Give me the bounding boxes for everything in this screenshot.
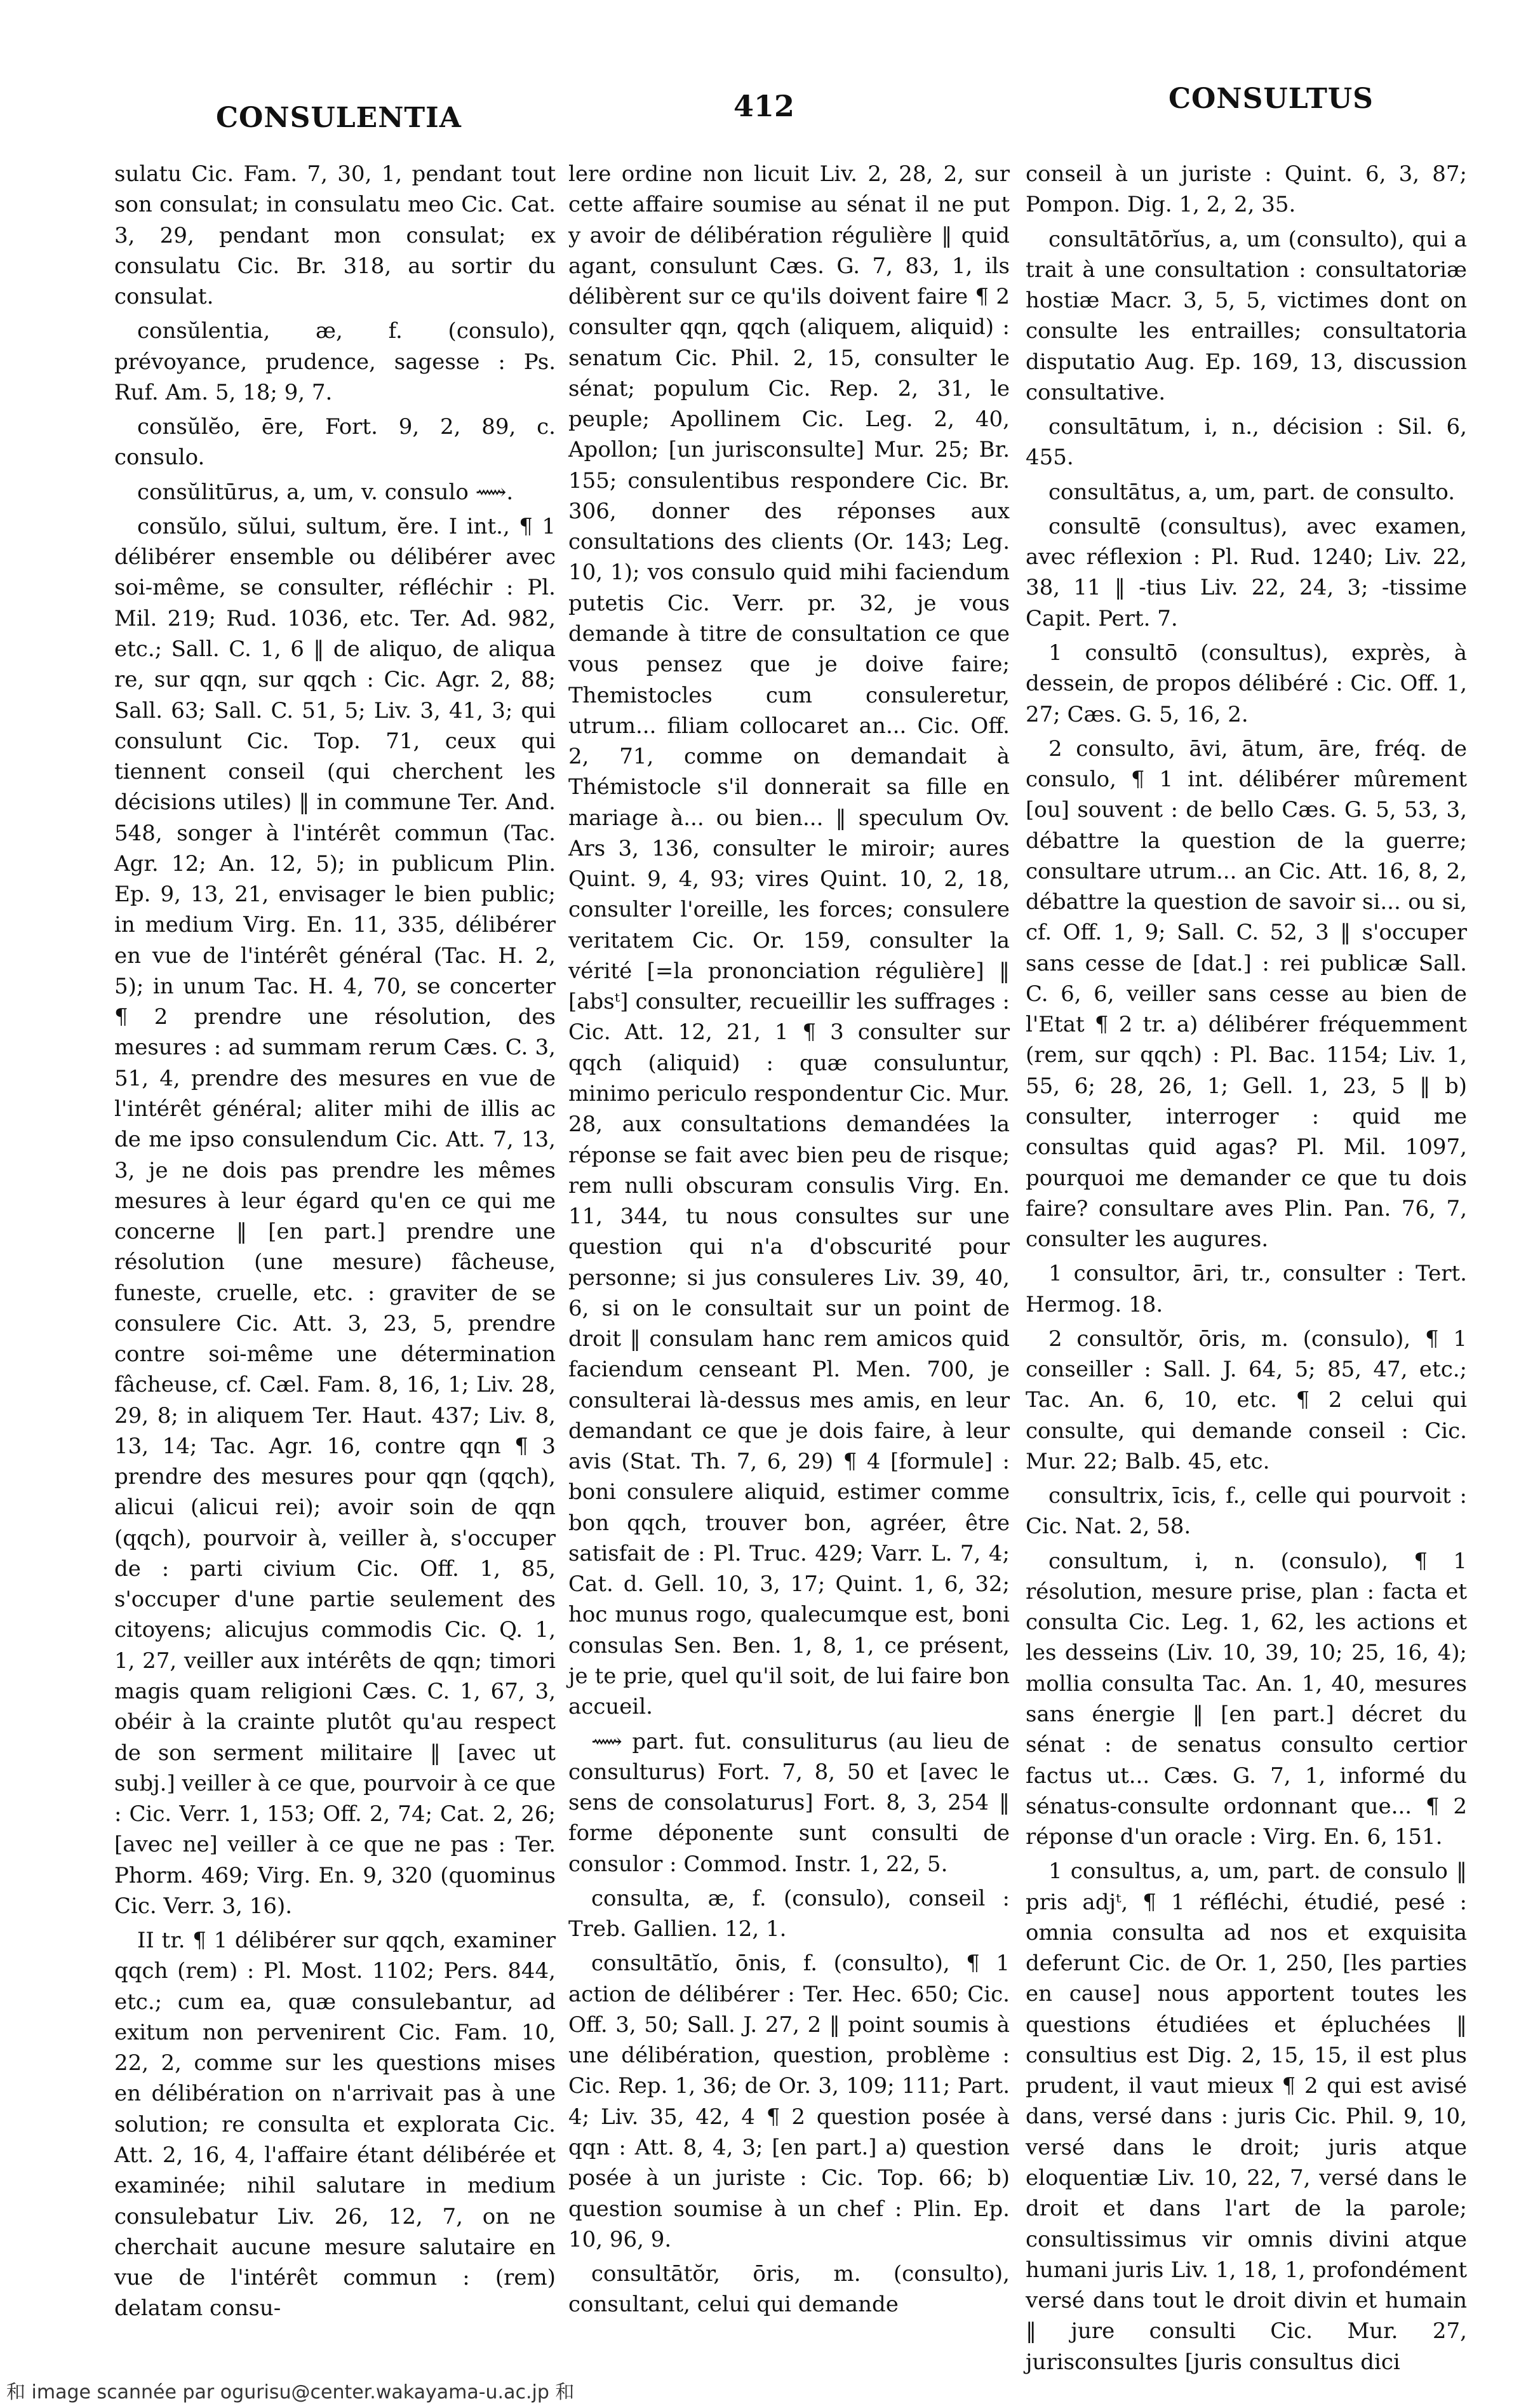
- entry-continuation: sulatu Cic. Fam. 7, 30, 1, pendant tout son consulat; in consulatu meo Cic. Cat. 3, 29, pendant mon consulat; ex consulatu Cic. Br. 318, au sortir du consulat.: [114, 161, 556, 310]
- dictionary-entry: consultē (consultus), avec examen, avec réflexion : Pl. Rud. 1240; Liv. 22, 38, 11 ‖ -tius Liv. 22, 24, 3; -tissime Capit. Pert. 7.: [1026, 513, 1467, 631]
- dictionary-entry: consŭlo, sŭlui, sultum, ĕre. I int., ¶ 1 délibérer ensemble ou délibérer avec soi-même, se consulter, réfléchir : Pl. Mil. 219; Rud. 1036, etc. Ter. Ad. 982, etc.; Sall. C. 1, 6 ‖ de aliquo, de aliqua re, sur qqn, sur qqch : Cic. Agr. 2, 88; Sall. 63; Sall. C. 51, 5; Liv. 3, 41, 3; qui consulunt Cic. Top. 71, ceux qui tiennent conseil (qui cherchent les décisions utiles) ‖ in commune Ter. And. 548, songer à l'intérêt commun (Tac. Agr. 12; An. 12, 5); in publicum Plin. Ep. 9, 13, 21, envisager le bien public; in medium Virg. En. 11, 335, délibérer en vue de l'intérêt général (Tac. H. 2, 5); in unum Tac. H. 4, 70, se concerter ¶ 2 prendre une résolution, des mesures : ad summam rerum Cæs. C. 3, 51, 4, prendre des mesures en vue de l'intérêt général; aliter mihi de illis ac de me ipso consulendum Cic. Att. 7, 13, 3, je ne dois pas prendre les mêmes mesures à leur égard qu'en ce qui me concerne ‖ [en part.] prendre une résolution (une mesure) fâcheuse, funeste, cruelle, etc. : graviter de se consulere Cic. Att. 3, 23, 5, prendre contre soi-même une détermination fâcheuse, cf. Cæl. Fam. 8, 16, 1; Liv. 28, 29, 8; in aliquem Ter. Haut. 437; Liv. 8, 13, 14; Tac. Agr. 16, contre qqn ¶ 3 prendre des mesures pour qqn (qqch), alicui (alicui rei); avoir soin de qqn (qqch), pourvoir à, veiller à, s'occuper de : parti civium Cic. Off. 1, 85, s'occuper d'une partie seulement des citoyens; alicujus commodis Cic. Q. 1, 1, 27, veiller aux intérêts de qqn; timori magis quam religioni Cæs. C. 1, 67, 3, obéir à la crainte plutôt qu'au respect de son serment militaire ‖ [avec ut subj.] veiller à ce que, pourvoir à ce que : Cic. Verr. 1, 153; Off. 2, 74; Cat. 2, 26; [avec ne] veiller à ce que ne pas : Ter. Phorm. 469; Virg. En. 9, 320 (quominus Cic. Verr. 3, 16).: [114, 513, 556, 1919]
- dictionary-entry: consultrix, īcis, f., celle qui pourvoit : Cic. Nat. 2, 58.: [1026, 1483, 1467, 1540]
- column-right: [1026, 159, 1467, 2375]
- scan-credit-footer: [0, 2372, 1540, 2403]
- column-middle: [568, 159, 1010, 2331]
- dictionary-entry: consultātŏr, ōris, m. (consulto), consultant, celui qui demande: [568, 2261, 1010, 2318]
- dictionary-entry: 2 consulto, āvi, ātum, āre, fréq. de consulo, ¶ 1 int. délibérer mûrement [ou] souvent : de bello Cæs. G. 5, 53, 3, débattre la question de la guerre; consultare utrum... an Cic. Att. 16, 8, 2, débattre la question de savoir si... ou si, cf. Off. 1, 9; Sall. C. 52, 3 ‖ s'occuper sans cesse de [dat.] : rei publicæ Sall. C. 6, 6, veiller sans cesse au bien de l'Etat ¶ 2 tr. a) délibérer fréquemment (rem, sur qqch) : Pl. Bac. 1154; Liv. 1, 55, 6; 28, 26, 1; Gell. 1, 23, 5 ‖ b) consulter, interroger : quid me consultas quid agas? Pl. Mil. 1097, pourquoi me demander ce que tu dois faire? consultare aves Plin. Pan. 76, 7, consulter les augures.: [1026, 736, 1467, 1253]
- entry-continuation: lere ordine non licuit Liv. 2, 28, 2, sur cette affaire soumise au sénat il ne put y avoir de délibération régulière ‖ quid agant, consulunt Cæs. G. 7, 83, 1, ils délibèrent sur ce qu'ils doivent faire ¶ 2 consulter qqn, qqch (aliquem, aliquid) : senatum Cic. Phil. 2, 15, consulter le sénat; populum Cic. Rep. 2, 31, le peuple; Apollinem Cic. Leg. 2, 40, Apollon; [un jurisconsulte] Mur. 25; Br. 155; consulentibus respondere Cic. Br. 306, donner des réponses aux consultations des clients (Or. 143; Leg. 10, 1); vos consulo quid mihi faciendum putetis Cic. Verr. pr. 32, je vous demande à titre de consultation ce que vous pensez que je doive faire; Themistocles cum consuleretur, utrum... filiam collocaret an... Cic. Off. 2, 71, comme on demandait à Thémistocle s'il donnerait sa fille en mariage à... ou bien... ‖ speculum Ov. Ars 3, 136, consulter le miroir; aures Quint. 9, 4, 93; vires Quint. 10, 2, 18, consulter l'oreille, les forces; consulere veritatem Cic. Or. 159, consulter la vérité [=la prononciation régulière] ‖ [absᵗ] consulter, recueillir les suffrages : Cic. Att. 12, 21, 1 ¶ 3 consulter sur qqch (aliquid) : quæ consuluntur, minimo periculo respondentur Cic. Mur. 28, aux consultations demandées la réponse se fait avec bien peu de risque; rem nulli obscuram consulis Virg. En. 11, 344, tu nous consultes sur une question qui n'a d'obscurité pour personne; si jus consuleres Liv. 39, 40, 6, si on le consultait sur un point de droit ‖ consulam hanc rem amicos quid faciendum censeant Pl. Men. 700, je consulterai là-dessus mes amis, en leur demandant ce que je dois faire, à leur avis (Stat. Th. 7, 6, 29) ¶ 4 [formule] : boni consulere aliquid, estimer comme bon qqch, trouver bon, agréer, être satisfait de : Pl. Truc. 429; Varr. L. 7, 4; Cat. d. Gell. 10, 3, 17; Quint. 1, 6, 32; hoc munus rogo, qualecumque est, boni consulas Sen. Ben. 1, 8, 1, ce présent, je te prie, quel qu'il soit, de lui faire bon accueil.: [568, 161, 1010, 1720]
- dictionary-entry: consultātus, a, um, part. de consulto.: [1048, 479, 1456, 505]
- dictionary-entry: 1 consultor, āri, tr., consulter : Tert. Hermog. 18.: [1026, 1261, 1467, 1317]
- column-left: [114, 159, 556, 2331]
- page-header: [0, 83, 1540, 140]
- dictionary-entry: consŭlentia, æ, f. (consulo), prévoyance, prudence, sagesse : Ps. Ruf. Am. 5, 18; 9, 7.: [114, 318, 556, 405]
- dictionary-entry: ⟿ part. fut. consuliturus (au lieu de consulturus) Fort. 7, 8, 50 et [avec le sens de consolaturus] Fort. 8, 3, 254 ‖ forme déponente sunt consulti de consulor : Commod. Instr. 1, 22, 5.: [568, 1728, 1010, 1877]
- scan-credit-text: 和 image scannée par ogurisu@center.wakayama-u.ac.jp 和: [6, 2381, 575, 2403]
- dictionary-entry: II tr. ¶ 1 délibérer sur qqch, examiner qqch (rem) : Pl. Most. 1102; Pers. 844, etc.; cum ea, quæ consulebantur, ad exitum non pervenirent Cic. Fam. 10, 22, 2, comme sur les questions mises en délibération on n'arrivait pas à une solution; re consulta et explorata Cic. Att. 2, 16, 4, l'affaire étant délibérée et examinée; nihil salutare in medium consulebatur Liv. 26, 12, 7, on ne cherchait aucune mesure salutaire en vue de l'intérêt commun : (rem) delatam consu-: [114, 1928, 556, 2322]
- dictionary-entry: 1 consultō (consultus), exprès, à dessein, de propos délibéré : Cic. Off. 1, 27; Cæs. G. 5, 16, 2.: [1026, 640, 1467, 727]
- header-left-headword: CONSULENTIA: [216, 102, 462, 134]
- dictionary-entry: consultātum, i, n., décision : Sil. 6, 455.: [1026, 414, 1467, 471]
- header-right-headword: CONSULTUS: [1168, 83, 1374, 115]
- dictionary-entry: consultātōrĭus, a, um (consulto), qui a trait à une consultation : consultatoriæ hostiæ Macr. 3, 5, 5, victimes dont on consulte les entrailles; consultatoria disputatio Aug. Ep. 169, 13, discussion consultative.: [1026, 226, 1467, 405]
- dictionary-entry: consultātĭo, ōnis, f. (consulto), ¶ 1 action de délibérer : Ter. Hec. 650; Cic. Off. 3, 50; Sall. J. 27, 2 ‖ point soumis à une délibération, question, problème : Cic. Rep. 1, 36; de Or. 3, 109; 111; Part. 4; Liv. 35, 42, 4 ¶ 2 question posée à qqn : Att. 8, 4, 3; [en part.] a) question posée à un juriste : Cic. Top. 66; b) question soumise à un chef : Plin. Ep. 10, 96, 9.: [568, 1951, 1010, 2252]
- dictionary-entry: 2 consultŏr, ōris, m. (consulo), ¶ 1 conseiller : Sall. J. 64, 5; 85, 47, etc.; Tac. An. 6, 10, etc. ¶ 2 celui qui consulte, qui demande conseil : Cic. Mur. 22; Balb. 45, etc.: [1026, 1326, 1467, 1474]
- dictionary-entry: consŭlitūrus, a, um, v. consulo ⟿.: [137, 479, 514, 505]
- page-number: 412: [733, 89, 795, 123]
- dictionary-entry: consultum, i, n. (consulo), ¶ 1 résolution, mesure prise, plan : facta et consulta Cic. Leg. 1, 62, les actions et les desseins (Liv. 10, 39, 10; 25, 16, 4); mollia consulta Tac. An. 1, 40, mesures sans énergie ‖ [en part.] décret du sénat : de senatus consulto certior factus ut... Cæs. G. 7, 1, informé du sénatus-consulte ordonnant que... ¶ 2 réponse d'un oracle : Virg. En. 6, 151.: [1026, 1548, 1467, 1850]
- dictionary-entry: 1 consultus, a, um, part. de consulo ‖ pris adjᵗ, ¶ 1 réfléchi, étudié, pesé : omnia consulta ad nos et exquisita deferunt Cic. de Or. 1, 250, [les parties en cause] nous apportent toutes les questions étudiées et épluchées ‖ consultius est Dig. 2, 15, 15, il est plus prudent, il vaut mieux ¶ 2 qui est avisé dans, versé dans : juris Cic. Phil. 9, 10, versé dans le droit; juris atque eloquentiæ Liv. 10, 22, 7, versé dans le droit et dans l'art de la parole; consultissimus vir omnis divini atque humani juris Liv. 1, 18, 1, profondément versé dans tout le droit divin et humain ‖ jure consulti Cic. Mur. 27, jurisconsultes [juris consultus dici: [1026, 1858, 1467, 2375]
- dictionary-entry: consŭlĕo, ēre, Fort. 9, 2, 89, c. consulo.: [114, 414, 556, 471]
- dictionary-entry: consulta, æ, f. (consulo), conseil : Treb. Gallien. 12, 1.: [568, 1885, 1010, 1942]
- entry-continuation: conseil à un juriste : Quint. 6, 3, 87; Pompon. Dig. 1, 2, 2, 35.: [1026, 161, 1467, 218]
